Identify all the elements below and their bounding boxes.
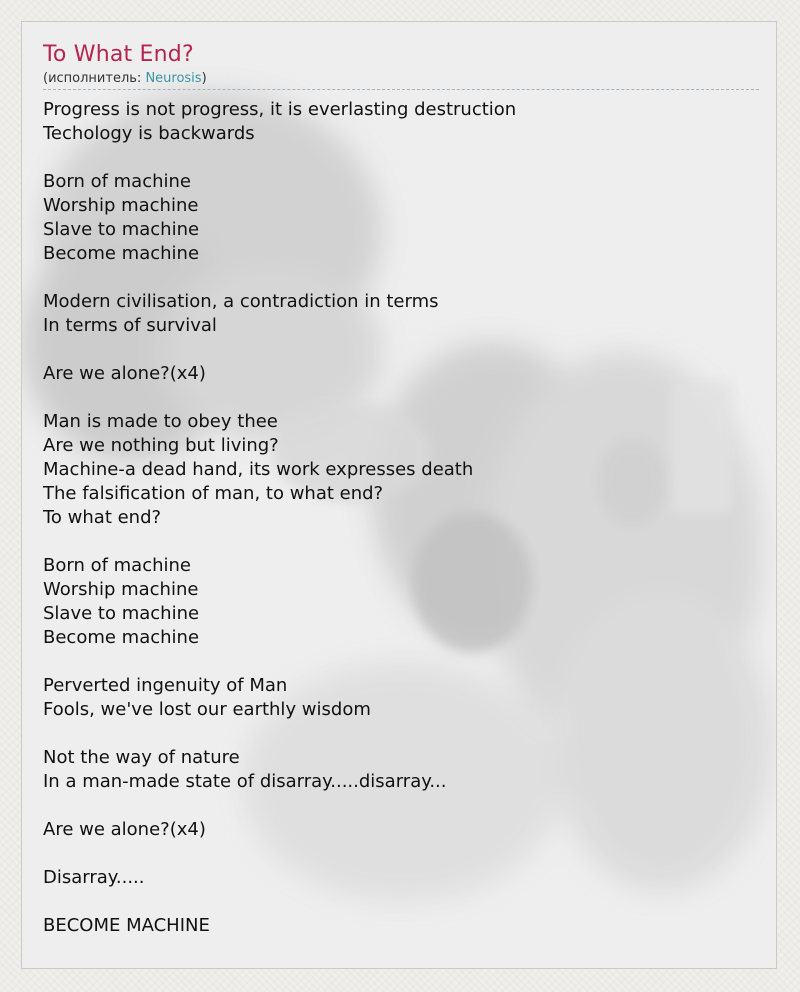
lyric-line <box>43 266 759 290</box>
lyric-line <box>43 842 759 866</box>
lyric-line: Machine-a dead hand, its work expresses death <box>43 459 474 480</box>
lyric-line <box>43 794 759 818</box>
lyrics-text <box>43 98 759 938</box>
lyric-line <box>43 722 759 746</box>
lyric-line: In a man-made state of disarray.....disarray... <box>43 771 447 792</box>
lyric-line: Perverted ingenuity of Man <box>43 675 288 696</box>
lyric-line: Born of machine <box>43 555 191 576</box>
lyric-line <box>43 890 759 914</box>
lyric-line: Become machine <box>43 243 200 264</box>
lyric-line: Man is made to obey thee <box>43 411 278 432</box>
lyric-line <box>43 530 759 554</box>
lyric-line: Are we alone?(x4) <box>43 819 206 840</box>
lyric-line: Worship machine <box>43 579 199 600</box>
lyric-line <box>43 650 759 674</box>
lyric-line <box>43 386 759 410</box>
artist-prefix: (исполнитель: <box>43 71 146 86</box>
lyric-line: BECOME MACHINE <box>43 915 210 936</box>
lyrics-content <box>43 40 759 938</box>
title-divider <box>43 89 759 90</box>
artist-link[interactable]: Neurosis <box>145 71 202 86</box>
song-title: To What End? <box>43 42 194 67</box>
lyric-line: Disarray..... <box>43 867 145 888</box>
lyric-line: Modern civilisation, a contradiction in terms <box>43 291 439 312</box>
lyric-line: Progress is not progress, it is everlasting destruction <box>43 99 517 120</box>
lyric-line: Slave to machine <box>43 219 200 240</box>
lyric-line <box>43 338 759 362</box>
lyric-line: Worship machine <box>43 195 199 216</box>
lyric-line: Slave to machine <box>43 603 200 624</box>
artist-suffix: ) <box>201 71 207 86</box>
lyric-line: Techology is backwards <box>43 123 255 144</box>
lyric-line: Not the way of nature <box>43 747 240 768</box>
lyric-line: To what end? <box>43 507 162 528</box>
lyric-line: Fools, we've lost our earthly wisdom <box>43 699 371 720</box>
lyric-line <box>43 146 759 170</box>
lyric-line: Are we nothing but living? <box>43 435 279 456</box>
artist-line <box>43 70 759 87</box>
lyric-line: Are we alone?(x4) <box>43 363 206 384</box>
lyrics-card <box>21 21 777 969</box>
lyric-line: In terms of survival <box>43 315 217 336</box>
lyric-line: Become machine <box>43 627 200 648</box>
lyric-line: Born of machine <box>43 171 191 192</box>
lyric-line: The falsification of man, to what end? <box>43 483 384 504</box>
